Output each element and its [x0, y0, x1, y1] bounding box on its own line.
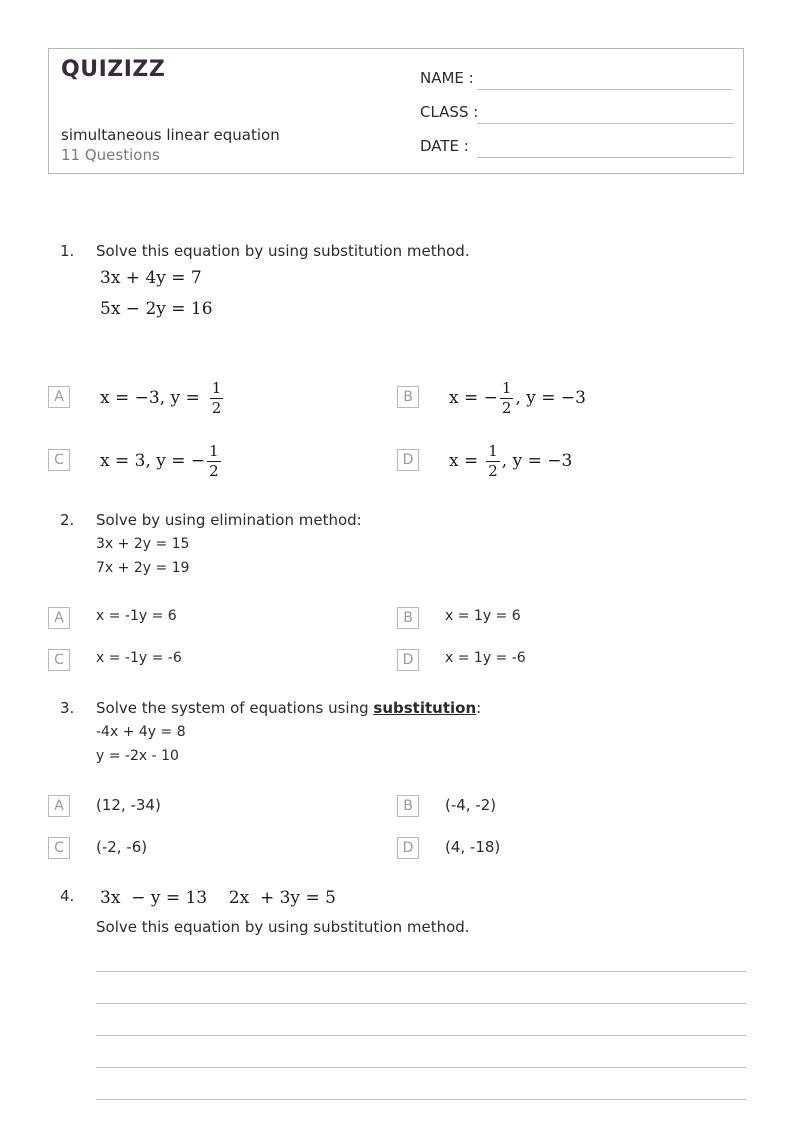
class-label: CLASS :: [420, 103, 479, 121]
question-2-text: Solve by using elimination method:: [96, 511, 362, 529]
name-label: NAME :: [420, 69, 474, 87]
option-a-fraction: [210, 378, 224, 417]
quizizz-logo: QUIZIZZ: [61, 57, 166, 82]
question-1-option-b[interactable]: [449, 376, 586, 420]
option-b-fraction: [500, 378, 514, 417]
question-2-line-2: 7x + 2y = 19: [96, 560, 190, 576]
option-b-box[interactable]: B: [397, 795, 419, 817]
question-1-option-d[interactable]: [449, 439, 572, 483]
worksheet-header: [48, 48, 744, 174]
fraction-numerator: 1: [488, 441, 498, 460]
fraction-denominator: 2: [488, 461, 498, 480]
option-d-box[interactable]: D: [397, 649, 419, 671]
question-4-equations: 3x − y = 13 2x + 3y = 5: [100, 888, 336, 908]
question-3-line-2: y = -2x - 10: [96, 748, 179, 764]
option-c-box[interactable]: C: [48, 649, 70, 671]
option-c-prefix: x = 3, y = −: [100, 451, 206, 471]
question-3-option-d[interactable]: (4, -18): [445, 838, 501, 856]
question-3-option-b[interactable]: (-4, -2): [445, 796, 497, 814]
question-3-option-c[interactable]: (-2, -6): [96, 838, 148, 856]
option-d-prefix: x =: [449, 451, 479, 471]
option-b-box[interactable]: B: [397, 386, 419, 408]
question-2-option-c[interactable]: x = -1y = -6: [96, 650, 182, 666]
question-2-number: 2.: [60, 511, 75, 529]
option-d-box[interactable]: D: [397, 837, 419, 859]
question-1-number: 1.: [60, 242, 75, 260]
option-a-box[interactable]: A: [48, 607, 70, 629]
option-c-box[interactable]: C: [48, 449, 70, 471]
question-2-option-a[interactable]: x = -1y = 6: [96, 608, 177, 624]
question-1-option-a[interactable]: [100, 376, 225, 420]
question-4-text: Solve this equation by using substitution method.: [96, 918, 470, 936]
option-a-box[interactable]: A: [48, 386, 70, 408]
fraction-numerator: 1: [501, 378, 512, 397]
question-3-line-1: -4x + 4y = 8: [96, 724, 186, 740]
question-3-number: 3.: [60, 699, 75, 717]
fraction-numerator: 1: [211, 378, 222, 397]
date-field[interactable]: [477, 157, 733, 158]
question-1-equation-1: 3x + 4y = 7: [100, 268, 202, 288]
option-a-box[interactable]: A: [48, 795, 70, 817]
fraction-denominator: 2: [211, 398, 222, 417]
option-b-prefix: x = −: [449, 388, 498, 408]
option-d-box[interactable]: D: [397, 449, 419, 471]
answer-line[interactable]: [96, 1003, 746, 1004]
fraction-denominator: 2: [501, 398, 512, 417]
option-a-prefix: x = −3, y =: [100, 388, 200, 408]
question-3-text-start: Solve the system of equations using: [96, 699, 374, 717]
date-label: DATE :: [420, 137, 469, 155]
question-3-option-a[interactable]: (12, -34): [96, 796, 161, 814]
answer-line[interactable]: [96, 1099, 746, 1100]
question-3-text: [96, 699, 481, 717]
option-d-fraction: [486, 441, 500, 480]
answer-line[interactable]: [96, 971, 746, 972]
option-c-fraction: [207, 441, 221, 480]
fraction-denominator: 2: [209, 461, 219, 480]
question-3-text-emphasis: substitution: [373, 699, 477, 717]
question-3-text-end: :: [476, 699, 482, 717]
fraction-numerator: 1: [209, 441, 219, 460]
option-c-box[interactable]: C: [48, 837, 70, 859]
question-2-option-d[interactable]: x = 1y = -6: [445, 650, 526, 666]
question-1-option-c[interactable]: [100, 439, 223, 483]
worksheet-title: simultaneous linear equation: [61, 126, 280, 144]
answer-line[interactable]: [96, 1067, 746, 1068]
question-4-number: 4.: [60, 887, 75, 905]
question-1-equation-2: 5x − 2y = 16: [100, 299, 213, 319]
question-count: 11 Questions: [61, 146, 160, 164]
name-field[interactable]: [477, 89, 733, 90]
option-b-box[interactable]: B: [397, 607, 419, 629]
option-d-suffix: , y = −3: [501, 451, 573, 471]
class-field[interactable]: [477, 123, 733, 124]
question-1-text: Solve this equation by using substitution method.: [96, 242, 470, 260]
option-b-suffix: , y = −3: [515, 388, 586, 408]
answer-line[interactable]: [96, 1035, 746, 1036]
question-2-option-b[interactable]: x = 1y = 6: [445, 608, 521, 624]
question-2-line-1: 3x + 2y = 15: [96, 536, 190, 552]
